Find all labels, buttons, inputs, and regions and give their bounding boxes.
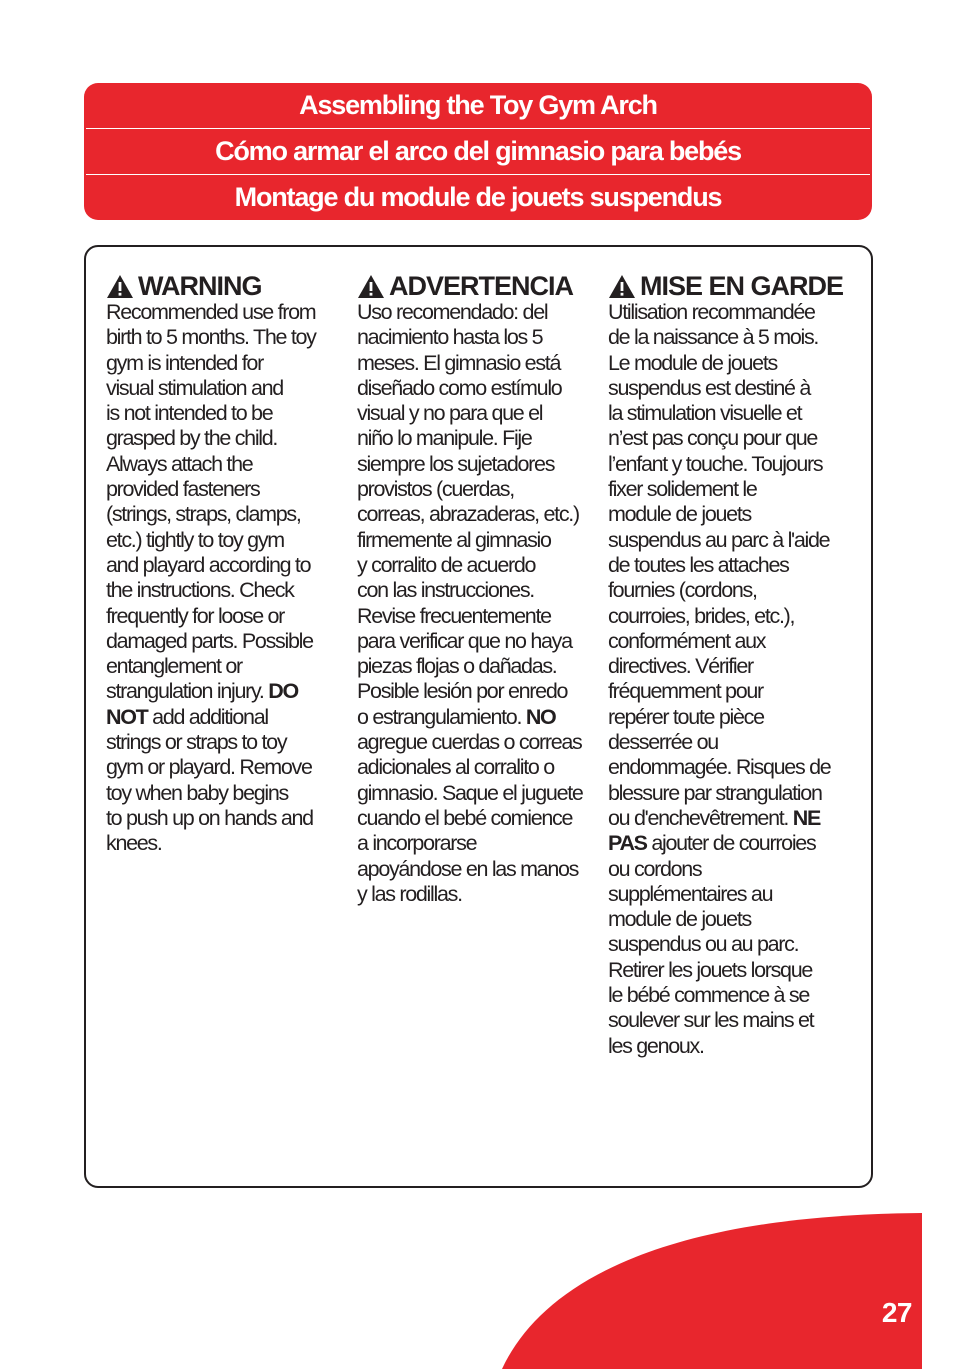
- warning-text: agregue cuerdas o correas adicionales al corralito o gimnasio. Saque el juguete cuando el bebé comience a incorporarse apoyándose en las manos y las rodillas.: [357, 730, 583, 906]
- warning-text: ajouter de courroies ou cordons supplémentaires au module de jouets suspendus ou au parc. Retirer les jouets lorsque le bébé commence à se soulever sur les mains et les genoux.: [608, 831, 816, 1058]
- title-english: Assembling the Toy Gym Arch: [299, 90, 657, 120]
- warning-heading: [357, 268, 605, 304]
- warning-heading-text: WARNING: [138, 270, 262, 301]
- header-banner: [84, 83, 872, 220]
- warning-text: Uso recomendado: del nacimiento hasta los 5 meses. El gimnasio está diseñado como estímulo visual y no para que el niño lo manipule. Fije siempre los sujetadores provistos (cuerdas, correas, abrazaderas, etc.) firmemente al gimnasio y corralito de acuerdo con las instrucciones. Revise frecuentemente para verificar que no haya piezas flojas o dañadas. Posible lesión por enredo o estrangulamiento.: [357, 300, 579, 729]
- warning-text: Recommended use from birth to 5 months. The toy gym is intended for visual stimulation and is not intended to be grasped by the child. Always attach the provided fasteners (strings, straps, clamps, etc.) tightly to toy gym and playard according to the instructions. Check frequently for loose or damaged parts. Possible entanglement or strangulation injury.: [106, 300, 316, 704]
- warning-triangle-icon: [106, 274, 134, 299]
- warning-heading-text: ADVERTENCIA: [389, 270, 574, 301]
- warning-heading-text: MISE EN GARDE: [640, 270, 844, 301]
- warning-column-french: [608, 268, 856, 1059]
- warning-heading: [106, 268, 354, 304]
- warning-column-spanish: [357, 268, 605, 907]
- warning-body: [106, 300, 354, 857]
- page-corner-tab: [502, 1213, 922, 1369]
- warning-emphasis: DO NOT: [106, 679, 298, 729]
- warning-body: [608, 300, 856, 1059]
- page-number: 27: [881, 1297, 912, 1328]
- warning-text: add additional strings or straps to toy gym or playard. Remove toy when baby begins to push up on hands and knees.: [106, 704, 313, 856]
- warning-triangle-icon: [357, 274, 385, 299]
- warning-column-english: [106, 268, 354, 857]
- warning-body: [357, 300, 605, 907]
- title-spanish: Cómo armar el arco del gimnasio para bebés: [215, 136, 741, 166]
- warning-text: Utilisation recommandée de la naissance à 5 mois. Le module de jouets suspendus est destiné à la stimulation visuelle et n’est pas conçu pour que l’enfant y touche. Toujours fixer solidement le module de jouets suspendus au parc à l'aide de toutes les attaches fournies (cordons, courroies, brides, etc.), conformément aux directives. Vérifier fréquemment pour repérer toute pièce desserrée ou endommagée. Risques de blessure par strangulation ou d'enchevêtrement.: [608, 300, 831, 830]
- warning-heading: [608, 268, 856, 304]
- warning-triangle-icon: [608, 274, 636, 299]
- title-french: Montage du module de jouets suspendus: [234, 182, 722, 212]
- warning-emphasis: NE PAS: [608, 805, 821, 856]
- warning-emphasis: NO: [525, 704, 556, 729]
